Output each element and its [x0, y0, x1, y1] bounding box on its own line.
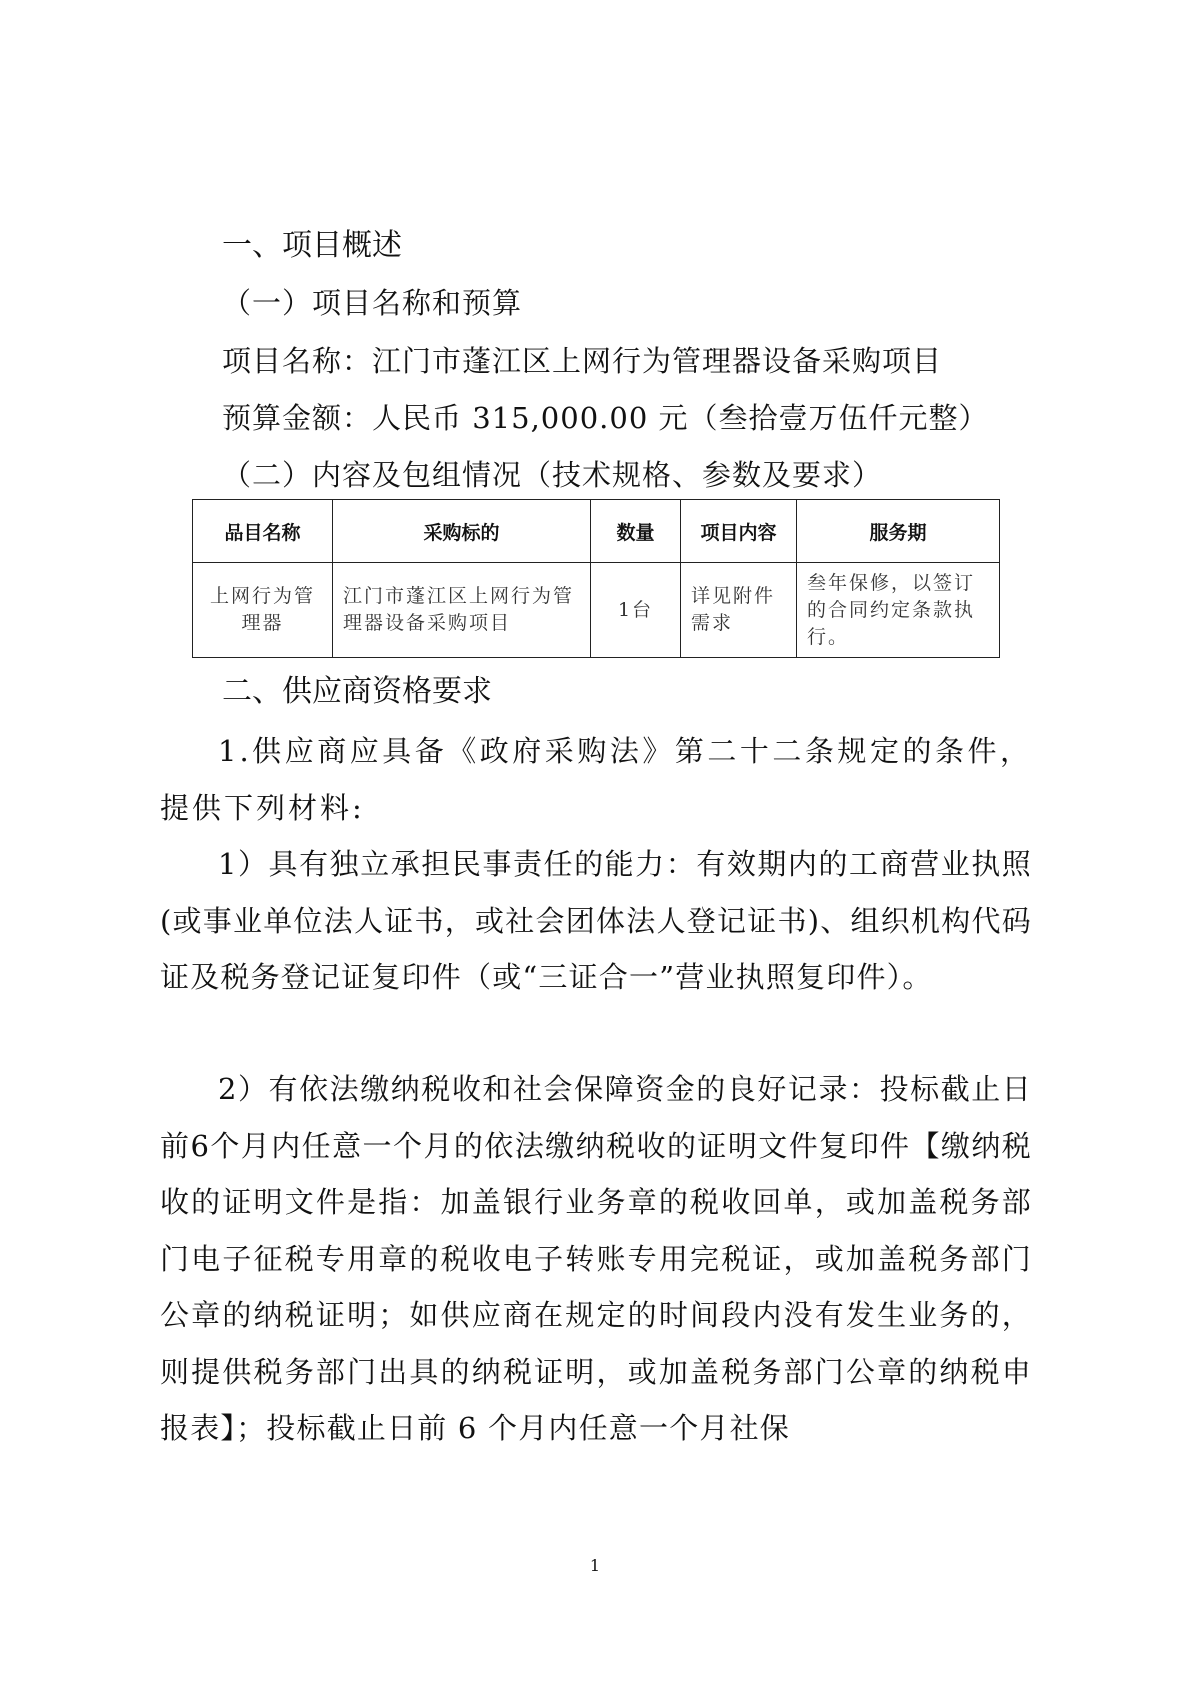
subheading-name-and-budget: （一）项目名称和预算: [222, 286, 523, 320]
cell-procurement-target: 江门市蓬江区上网行为管理器设备采购项目: [333, 563, 591, 658]
budget-label: 预算金额：: [222, 401, 373, 435]
budget-value: 人民币 315,000.00 元（叁拾壹万伍仟元整）: [372, 401, 989, 435]
header-project-content: 项目内容: [681, 500, 797, 563]
header-item-name: 品目名称: [193, 500, 333, 563]
header-procurement-target: 采购标的: [333, 500, 591, 563]
paragraph-requirement-1-2: 2）有依法缴纳税收和社会保障资金的良好记录：投标截止日前6个月内任意一个月的依法缴纳税收的证明文件复印件【缴纳税收的证明文件是指：加盖银行业务章的税收回单，或加盖税务部门电子征税专用章的税收电子转账专用完税证，或加盖税务部门公章的纳税证明；如供应商在规定的时间段内没有发生业务的，则提供税务部门出具的纳税证明，或加盖税务部门公章的纳税申报表】；投标截止日前 6 个月内任意一个月社保: [160, 1072, 1032, 1445]
cell-service-period: 叁年保修，以签订的合同约定条款执行。: [797, 563, 1000, 658]
header-quantity: 数量: [591, 500, 681, 563]
section-heading-supplier-qualifications: 二、供应商资格要求: [222, 674, 492, 709]
procurement-items-table: [192, 499, 1000, 658]
project-name-label: 项目名称：: [222, 344, 373, 378]
table-row: [193, 563, 1000, 658]
project-name-line: [222, 341, 942, 381]
cell-project-content: 详见附件需求: [681, 563, 797, 658]
paragraph-requirement-1-1: 1）具有独立承担民事责任的能力：有效期内的工商营业执照(或事业单位法人证书，或社会团体法人登记证书)、组织机构代码证及税务登记证复印件（或“三证合一”营业执照复印件）。: [160, 847, 1032, 994]
page-number: 1: [589, 1556, 601, 1575]
budget-line: [222, 398, 989, 438]
subheading-content-and-packages: （二）内容及包组情况（技术规格、参数及要求）: [222, 458, 883, 492]
project-name-value: 江门市蓬江区上网行为管理器设备采购项目: [372, 344, 943, 378]
cell-quantity: 1台: [591, 563, 681, 658]
header-service-period: 服务期: [797, 500, 1000, 563]
paragraph-requirement-1: 1.供应商应具备《政府采购法》第二十二条规定的条件，提供下列材料:: [160, 734, 1032, 825]
table-header-row: [193, 500, 1000, 563]
section-heading-project-overview: 一、项目概述: [222, 228, 402, 263]
cell-item-name: 上网行为管理器: [193, 563, 333, 658]
